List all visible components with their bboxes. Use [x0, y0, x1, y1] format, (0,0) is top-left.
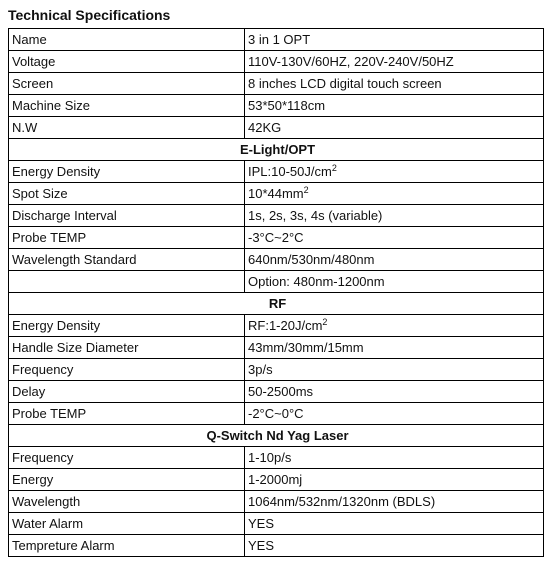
spec-label: Delay [9, 381, 245, 403]
spec-value: 3 in 1 OPT [245, 29, 544, 51]
spec-value: 640nm/530nm/480nm [245, 249, 544, 271]
spec-value: -2°C~0°C [245, 403, 544, 425]
spec-value-text: 10*44mm [248, 185, 304, 201]
spec-label: Name [9, 29, 245, 51]
table-row [9, 315, 544, 337]
page-title: Technical Specifications [8, 7, 171, 23]
spec-value [245, 161, 544, 183]
spec-label: N.W [9, 117, 245, 139]
section-heading-rf: RF [9, 293, 544, 315]
spec-table [8, 28, 544, 557]
spec-value: 1064nm/532nm/1320nm (BDLS) [245, 491, 544, 513]
section-row [9, 425, 544, 447]
spec-label: Handle Size Diameter [9, 337, 245, 359]
table-row [9, 51, 544, 73]
table-row [9, 95, 544, 117]
table-row [9, 183, 544, 205]
superscript: 2 [303, 184, 309, 195]
table-row [9, 403, 544, 425]
spec-value: 50-2500ms [245, 381, 544, 403]
spec-value: Option: 480nm-1200nm [245, 271, 544, 293]
table-row [9, 227, 544, 249]
spec-label: Wavelength Standard [9, 249, 245, 271]
table-row [9, 271, 544, 293]
spec-value [245, 315, 544, 337]
spec-value: 53*50*118cm [245, 95, 544, 117]
spec-value: 43mm/30mm/15mm [245, 337, 544, 359]
spec-value: YES [245, 513, 544, 535]
spec-label-empty [9, 271, 245, 293]
section-heading-elight: E-Light/OPT [9, 139, 544, 161]
spec-label: Spot Size [9, 183, 245, 205]
table-row [9, 381, 544, 403]
spec-value: -3°C~2°C [245, 227, 544, 249]
spec-value: 110V-130V/60HZ, 220V-240V/50HZ [245, 51, 544, 73]
spec-value: 1-2000mj [245, 469, 544, 491]
table-row [9, 249, 544, 271]
superscript: 2 [322, 316, 328, 327]
spec-value: 1s, 2s, 3s, 4s (variable) [245, 205, 544, 227]
spec-label: Frequency [9, 447, 245, 469]
spec-value: YES [245, 535, 544, 557]
table-row [9, 205, 544, 227]
spec-value: 8 inches LCD digital touch screen [245, 73, 544, 95]
section-row [9, 293, 544, 315]
table-row [9, 447, 544, 469]
spec-label: Discharge Interval [9, 205, 245, 227]
spec-label: Energy Density [9, 161, 245, 183]
spec-label: Probe TEMP [9, 227, 245, 249]
spec-value: 3p/s [245, 359, 544, 381]
table-row [9, 491, 544, 513]
superscript: 2 [331, 162, 337, 173]
spec-label: Probe TEMP [9, 403, 245, 425]
table-row [9, 535, 544, 557]
spec-label: Voltage [9, 51, 245, 73]
spec-label: Wavelength [9, 491, 245, 513]
spec-label: Machine Size [9, 95, 245, 117]
table-row [9, 469, 544, 491]
section-row [9, 139, 544, 161]
spec-label: Tempreture Alarm [9, 535, 245, 557]
table-row [9, 359, 544, 381]
table-row [9, 73, 544, 95]
spec-label: Frequency [9, 359, 245, 381]
spec-value: 1-10p/s [245, 447, 544, 469]
table-row [9, 161, 544, 183]
spec-label: Energy [9, 469, 245, 491]
table-row [9, 29, 544, 51]
spec-label: Water Alarm [9, 513, 245, 535]
spec-value-text: IPL:10-50J/cm [248, 163, 332, 179]
table-row [9, 337, 544, 359]
section-heading-yag: Q-Switch Nd Yag Laser [9, 425, 544, 447]
table-row [9, 117, 544, 139]
spec-value: 42KG [245, 117, 544, 139]
spec-value-text: RF:1-20J/cm [248, 317, 323, 333]
table-row [9, 513, 544, 535]
spec-value [245, 183, 544, 205]
spec-label: Screen [9, 73, 245, 95]
spec-label: Energy Density [9, 315, 245, 337]
